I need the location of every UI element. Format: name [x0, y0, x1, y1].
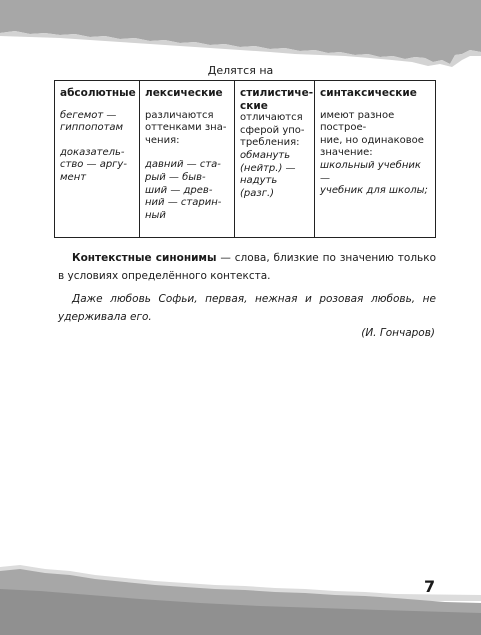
cell-syntactic	[315, 81, 436, 238]
example-line: ный	[145, 209, 166, 221]
example-line: ний — старин-	[145, 197, 222, 209]
example-line: (разг.)	[240, 187, 275, 199]
description-line: требления:	[240, 137, 300, 149]
example-line: ший — древ-	[145, 184, 213, 196]
description-lexical	[145, 110, 230, 148]
example-line: бегемот —	[60, 109, 117, 121]
synonym-types-table	[54, 80, 436, 238]
description-line: чения:	[145, 134, 180, 146]
description-line: отличаются	[240, 112, 303, 124]
example-line: надуть	[240, 175, 278, 187]
cell-lexical	[140, 81, 235, 238]
description-stylistic	[240, 112, 310, 150]
table-row	[55, 81, 436, 238]
example-absolute-1	[60, 110, 135, 135]
example-line: мент	[60, 171, 87, 183]
cell-absolute	[55, 81, 140, 238]
example-line: обмануть	[240, 149, 291, 161]
description-line: значение:	[320, 147, 373, 159]
definition-text: — слова, близкие по значению только в условиях определённого контекста.	[58, 252, 436, 282]
column-title-absolute: абсолютные	[60, 87, 136, 99]
description-line: оттенками зна-	[145, 122, 227, 134]
description-line: ние, но одинаковое	[320, 134, 424, 146]
example-line: ство — аргу-	[60, 159, 127, 171]
example-line: доказатель-	[60, 146, 125, 158]
example-line: (нейтр.) —	[240, 162, 296, 174]
cell-stylistic	[235, 81, 315, 238]
example-stylistic	[240, 150, 310, 200]
example-line: школьный учебник —	[320, 159, 421, 184]
example-lexical	[145, 159, 230, 222]
quote-attribution: (И. Гончаров)	[361, 327, 435, 339]
heading-divides-into: Делятся на	[207, 64, 274, 77]
column-title-lexical: лексические	[145, 87, 223, 99]
column-title-stylistic	[240, 87, 314, 112]
example-line: рый — быв-	[145, 171, 206, 183]
page-number: 7	[424, 577, 436, 596]
example-syntactic	[320, 160, 431, 198]
torn-paper-bottom-banner	[0, 545, 481, 635]
example-line: учебник для школы;	[320, 185, 428, 197]
title-line: стилистиче-	[240, 87, 314, 99]
definition-paragraph	[58, 249, 436, 285]
description-line: имеют разное построе-	[320, 109, 395, 134]
description-line: различаются	[145, 109, 214, 121]
example-line: гиппопотам	[60, 122, 124, 134]
description-line: сферой упо-	[240, 124, 305, 136]
example-line: давний — ста-	[145, 159, 221, 171]
description-syntactic	[320, 110, 431, 160]
definition-term: Контекстные синонимы	[72, 252, 217, 264]
example-absolute-2	[60, 147, 135, 185]
title-line: ские	[240, 99, 268, 112]
quote-text: Даже любовь Софьи, первая, нежная и розовая любовь, не удерживала его.	[58, 293, 436, 323]
column-title-syntactic: синтаксические	[320, 87, 417, 99]
